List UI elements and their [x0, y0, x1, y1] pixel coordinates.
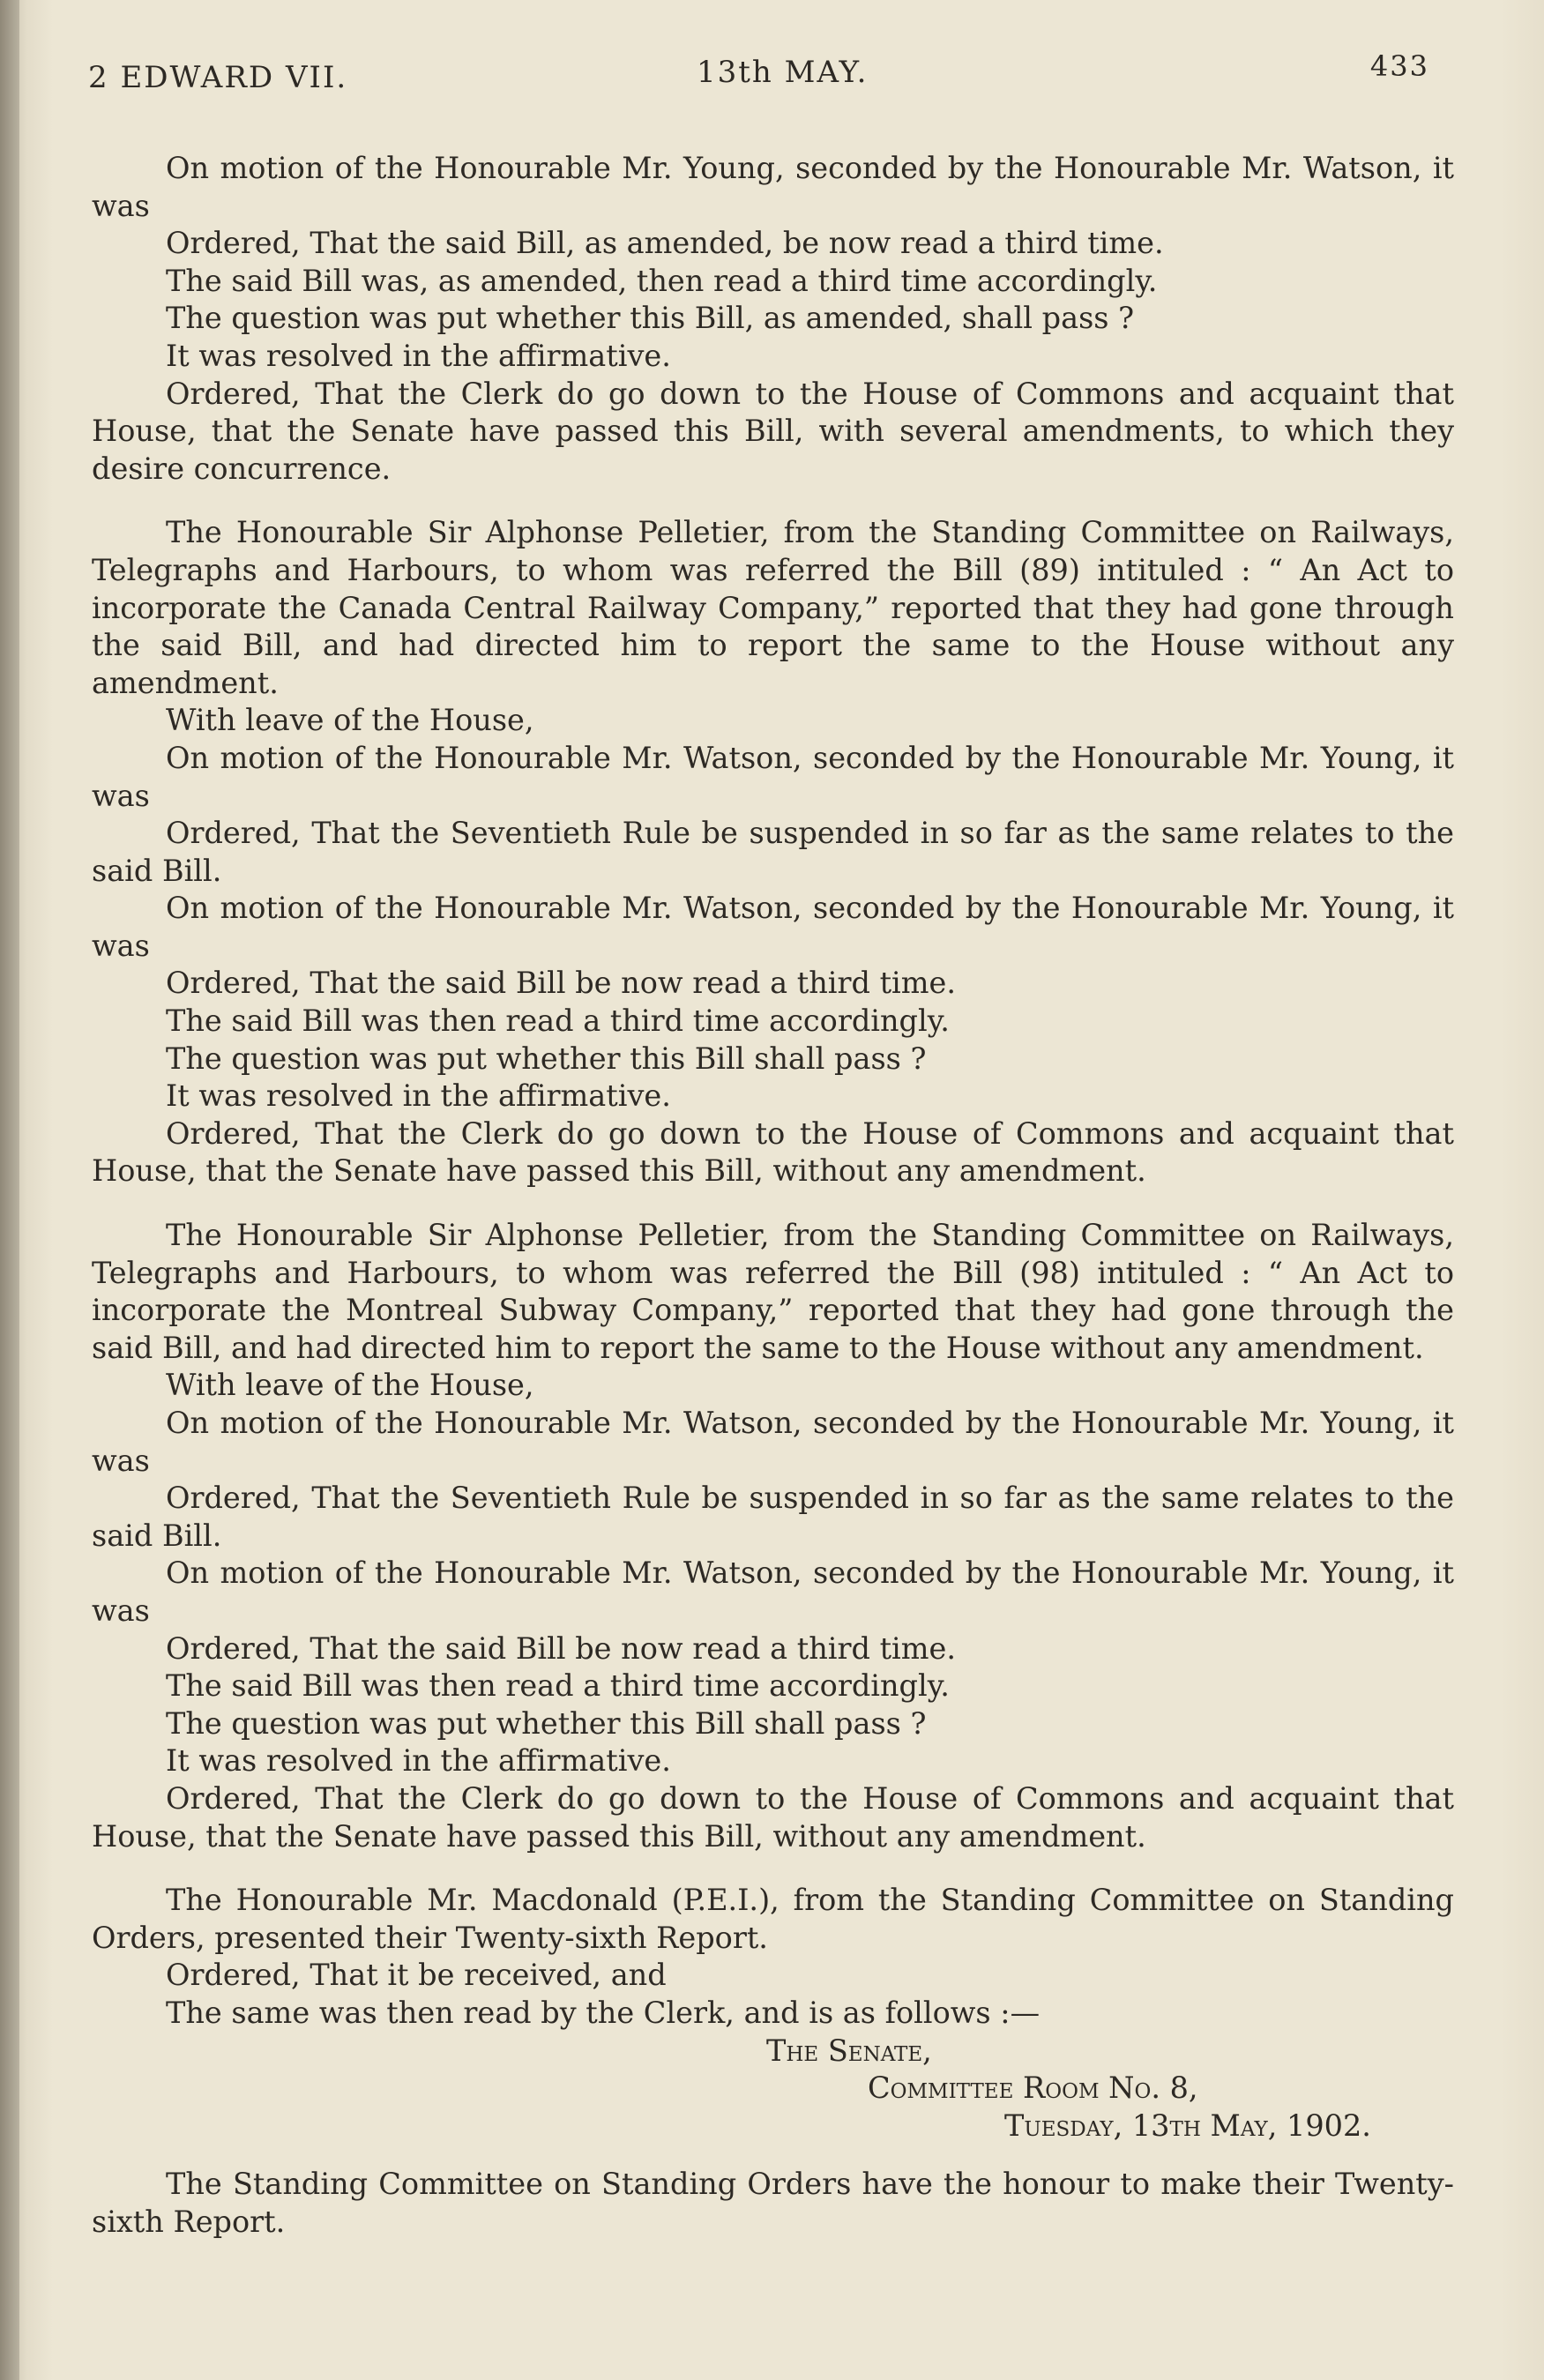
- paragraph: It was resolved in the affirmative.: [166, 1078, 671, 1114]
- paragraph: On motion of the Honourable Mr. Watson, seconded by the Honourable Mr. Young, it was: [92, 891, 1454, 963]
- paragraph: The said Bill was, as amended, then read a third time accordingly.: [166, 263, 1158, 298]
- paragraph: The said Bill was then read a third time accordingly.: [166, 1668, 950, 1704]
- paragraph: The Honourable Mr. Macdonald (P.E.I.), from the Standing Committee on Standing Orders, presented their Twenty-sixth Report.: [92, 1883, 1454, 1955]
- paragraph: On motion of the Honourable Mr. Watson, seconded by the Honourable Mr. Young, it was: [92, 1556, 1454, 1628]
- header-left: 2 EDWARD VII.: [88, 60, 348, 95]
- paragraph: Ordered, That it be received, and: [166, 1958, 667, 1993]
- paragraph: The Standing Committee on Standing Orders have the honour to make their Twenty-sixth Report.: [92, 2167, 1454, 2239]
- paragraph: It was resolved in the affirmative.: [166, 1743, 671, 1779]
- paragraph: On motion of the Honourable Mr. Watson, seconded by the Honourable Mr. Young, it was: [92, 1406, 1454, 1478]
- paragraph: The question was put whether this Bill shall pass ?: [166, 1705, 927, 1741]
- section-gap: [92, 488, 1454, 514]
- paragraph: The said Bill was then read a third time accordingly.: [166, 1003, 950, 1039]
- book-binding-edge: [0, 0, 19, 2380]
- paragraph: Ordered, That the Seventieth Rule be suspended in so far as the same relates to the said Bill.: [92, 816, 1454, 888]
- paragraph: Ordered, That the Seventieth Rule be suspended in so far as the same relates to the said Bill.: [92, 1481, 1454, 1553]
- paragraph: On motion of the Honourable Mr. Watson, seconded by the Honourable Mr. Young, it was: [92, 740, 1454, 813]
- paragraph: The question was put whether this Bill, as amended, shall pass ?: [166, 301, 1135, 336]
- header-date: 13th MAY.: [697, 55, 869, 90]
- paragraph: Ordered, That the said Bill, as amended, be now read a third time.: [166, 226, 1164, 261]
- section-gap: [92, 1855, 1454, 1882]
- section-gap: [92, 1190, 1454, 1217]
- paragraph: With leave of the House,: [166, 1368, 534, 1403]
- paragraph: Ordered, That the said Bill be now read a third time.: [166, 966, 957, 1001]
- page-number: 433: [1369, 49, 1429, 83]
- paragraph: Ordered, That the said Bill be now read a third time.: [166, 1630, 957, 1666]
- paragraph: The Honourable Sir Alphonse Pelletier, from the Standing Committee on Railways, Telegraphs and Harbours, to whom was referred the Bill (98) intituled : “ An Act to incorporate the Montreal Subway Company,” reported that they had gone through the said Bill, and had directed him to report the same to the House without any amendment.: [92, 1218, 1454, 1365]
- paragraph: The question was put whether this Bill shall pass ?: [166, 1041, 927, 1076]
- paragraph: Ordered, That the Clerk do go down to the House of Commons and acquaint that House, that the Senate have passed this Bill, without any amendment.: [92, 1780, 1454, 1854]
- signature-line-date: [92, 2108, 1454, 2145]
- date-text: Tuesday, 13th May, 1902.: [1004, 2108, 1371, 2143]
- paragraph: With leave of the House,: [166, 703, 534, 738]
- paragraph: It was resolved in the affirmative.: [166, 338, 671, 373]
- paragraph: Ordered, That the Clerk do go down to the House of Commons and acquaint that House, that the Senate have passed this Bill, without any amendment.: [92, 1115, 1454, 1189]
- signature-line-room: Committee Room No. 8,: [868, 2070, 1198, 2106]
- paragraph: The Honourable Sir Alphonse Pelletier, from the Standing Committee on Railways, Telegraphs and Harbours, to whom was referred the Bill (89) intituled : “ An Act to incorporate the Canada Central Railway Company,” reported that they had gone through the said Bill, and had directed him to report the same to the House without any amendment.: [92, 515, 1454, 700]
- signature-line-senate: The Senate,: [766, 2033, 932, 2068]
- section-gap: [92, 2145, 1454, 2166]
- paragraph: On motion of the Honourable Mr. Young, seconded by the Honourable Mr. Watson, it was: [92, 151, 1454, 223]
- paragraph: The same was then read by the Clerk, and is as follows :—: [166, 1995, 1041, 2030]
- running-header: [88, 49, 1456, 108]
- page-body: [92, 150, 1454, 2241]
- paragraph: Ordered, That the Clerk do go down to the House of Commons and acquaint that House, that the Senate have passed this Bill, with several amendments, to which they desire concurrence.: [92, 376, 1454, 486]
